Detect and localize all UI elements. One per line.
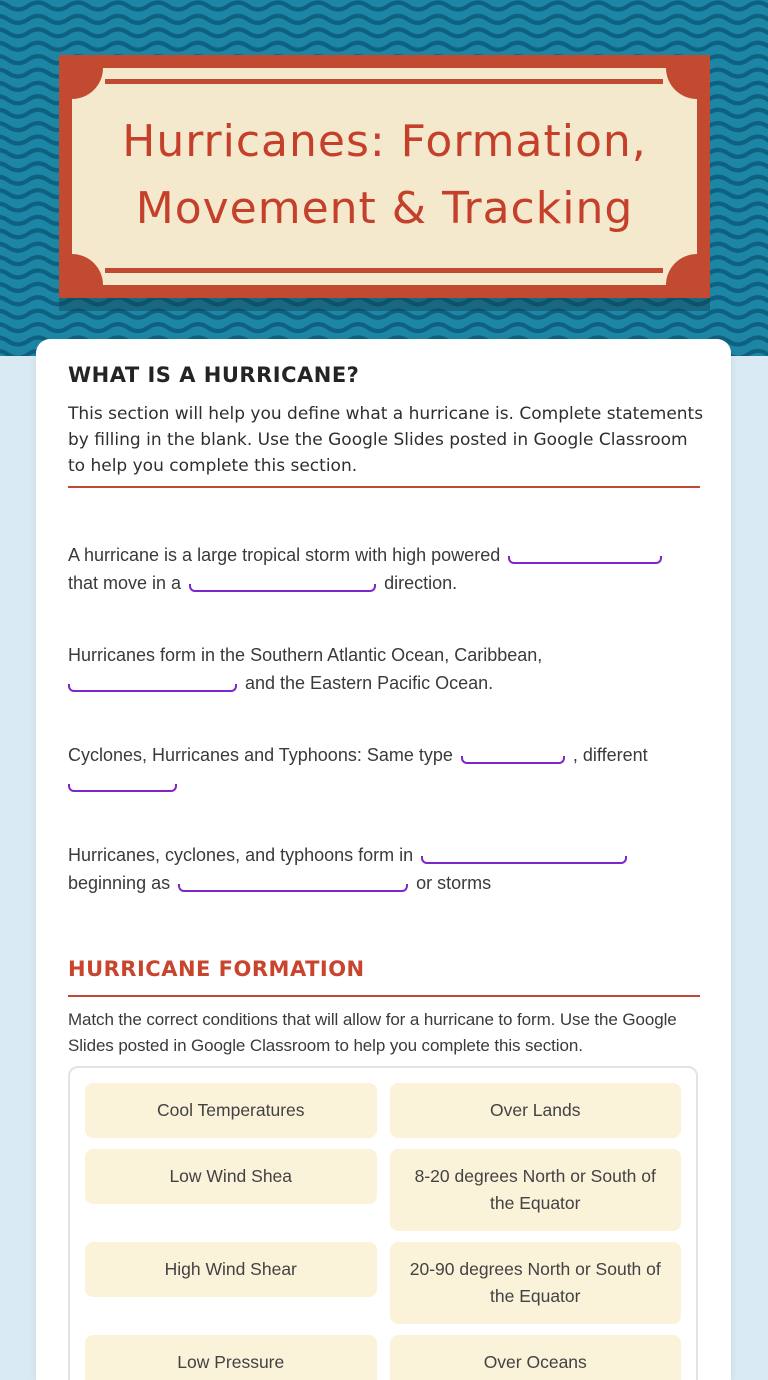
fill-blank-statement-4 [68,841,716,897]
statement-text: that move in a [68,573,182,593]
section-heading-what-is-a-hurricane: WHAT IS A HURRICANE? [68,363,360,387]
match-option-left-1[interactable]: Cool Temperatures [85,1083,377,1138]
statement-text: Cyclones, Hurricanes and Typhoons: Same type [68,745,453,765]
section-divider [68,486,700,488]
statement-text: A hurricane is a large tropical storm with high powered [68,545,501,565]
matching-exercise-box [68,1066,698,1380]
match-option-right-3[interactable]: 20-90 degrees North or South of the Equator [390,1242,682,1324]
statement-text: or storms [416,873,492,893]
worksheet-title [72,68,697,242]
title-banner [59,55,710,298]
worksheet-title-line2: Movement & Tracking [135,183,634,234]
match-option-left-3[interactable]: High Wind Shear [85,1242,377,1297]
statement-text: and the Eastern Pacific Ocean. [245,673,494,693]
banner-corner-ornament [72,254,103,285]
statement-text: beginning as [68,873,171,893]
fill-blank-statement-3 [68,741,716,797]
fill-blank-statement-2 [68,641,716,697]
worksheet-card [36,339,731,1380]
banner-corner-ornament [666,254,697,285]
match-option-left-4[interactable]: Low Pressure [85,1335,377,1380]
match-option-left-2[interactable]: Low Wind Shea [85,1149,377,1204]
blank-input-6[interactable] [421,856,627,864]
blank-input-7[interactable] [178,884,408,892]
matching-instructions: Match the correct conditions that will allow for a hurricane to form. Use the Google Slides posted in Google Classroom to help you complete this section. [68,1010,677,1055]
banner-drop-shadow [59,296,710,311]
blank-input-3[interactable] [68,684,237,692]
blank-input-1[interactable] [508,556,662,564]
section-heading-hurricane-formation: HURRICANE FORMATION [68,957,365,981]
blank-input-5[interactable] [68,784,177,792]
statement-text: , different [572,745,648,765]
match-option-right-2[interactable]: 8-20 degrees North or South of the Equator [390,1149,682,1231]
banner-paper [72,68,697,285]
statement-text: Hurricanes, cyclones, and typhoons form in [68,845,414,865]
matching-grid [85,1083,681,1380]
blank-input-4[interactable] [461,756,565,764]
section-divider [68,995,700,997]
blank-input-2[interactable] [189,584,376,592]
section-intro-text: This section will help you define what a hurricane is. Complete statements by filling in the blank. Use the Google Slides posted in Google Classroom to help you complete this section. [68,404,704,476]
statement-text: direction. [384,573,458,593]
statement-text: Hurricanes form in the Southern Atlantic Ocean, Caribbean, [68,645,543,665]
match-option-right-1[interactable]: Over Lands [390,1083,682,1138]
match-option-right-4[interactable]: Over Oceans [390,1335,682,1380]
fill-blank-statement-1 [68,541,716,597]
worksheet-title-line1: Hurricanes: Formation, [122,116,647,167]
banner-rule-bottom [105,268,663,273]
